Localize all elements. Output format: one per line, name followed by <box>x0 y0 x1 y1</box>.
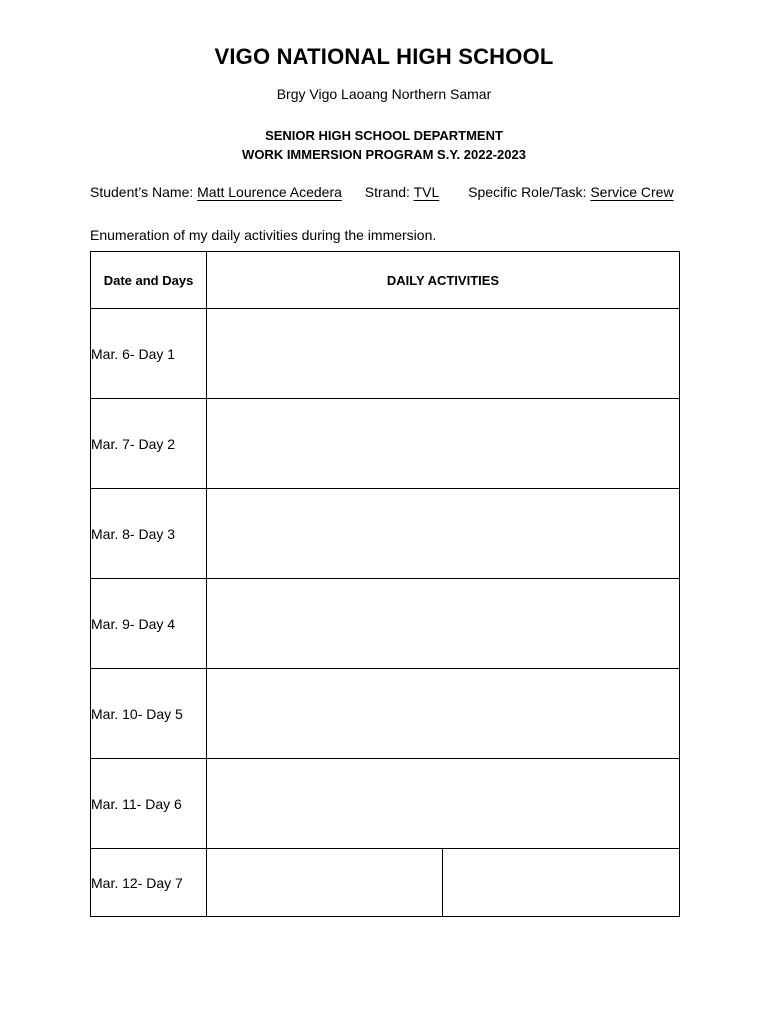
table-row <box>91 489 680 579</box>
activities-cell[interactable] <box>207 849 443 917</box>
date-column-header: Date and Days <box>91 252 207 309</box>
school-address: Brgy Vigo Laoang Northern Samar <box>276 86 492 102</box>
date-cell: Mar. 7- Day 2 <box>91 399 207 489</box>
activities-cell[interactable] <box>207 759 680 849</box>
school-name: VIGO NATIONAL HIGH SCHOOL <box>214 44 554 69</box>
table-row <box>91 579 680 669</box>
date-cell: Mar. 9- Day 4 <box>91 579 207 669</box>
student-info-line <box>90 184 674 200</box>
activities-cell[interactable] <box>207 489 680 579</box>
table-row <box>91 669 680 759</box>
date-cell: Mar. 6- Day 1 <box>91 309 207 399</box>
date-cell: Mar. 11- Day 6 <box>91 759 207 849</box>
daily-activities-table <box>90 251 680 917</box>
table-header-row <box>91 252 680 309</box>
table-row <box>91 399 680 489</box>
activities-cell[interactable] <box>207 309 680 399</box>
role-label: Specific Role/Task: <box>468 184 587 200</box>
table-row <box>91 309 680 399</box>
activities-cell[interactable] <box>207 399 680 489</box>
strand-label: Strand: <box>364 184 410 200</box>
table-row <box>91 759 680 849</box>
date-cell: Mar. 12- Day 7 <box>91 849 207 917</box>
activities-cell[interactable] <box>207 669 680 759</box>
table-row <box>91 849 680 917</box>
strand-value: TVL <box>413 184 440 200</box>
enumeration-instruction: Enumeration of my daily activities during the immersion. <box>90 227 437 243</box>
student-name-label: Student’s Name: <box>90 184 194 200</box>
activities-column-header: DAILY ACTIVITIES <box>207 252 680 309</box>
activities-extra-cell[interactable] <box>443 849 680 917</box>
date-cell: Mar. 10- Day 5 <box>91 669 207 759</box>
activities-cell[interactable] <box>207 579 680 669</box>
date-cell: Mar. 8- Day 3 <box>91 489 207 579</box>
department-title: SENIOR HIGH SCHOOL DEPARTMENT <box>265 128 503 143</box>
program-title: WORK IMMERSION PROGRAM S.Y. 2022-2023 <box>242 147 526 162</box>
student-name-value: Matt Lourence Acedera <box>197 184 342 200</box>
role-value: Service Crew <box>590 184 674 200</box>
